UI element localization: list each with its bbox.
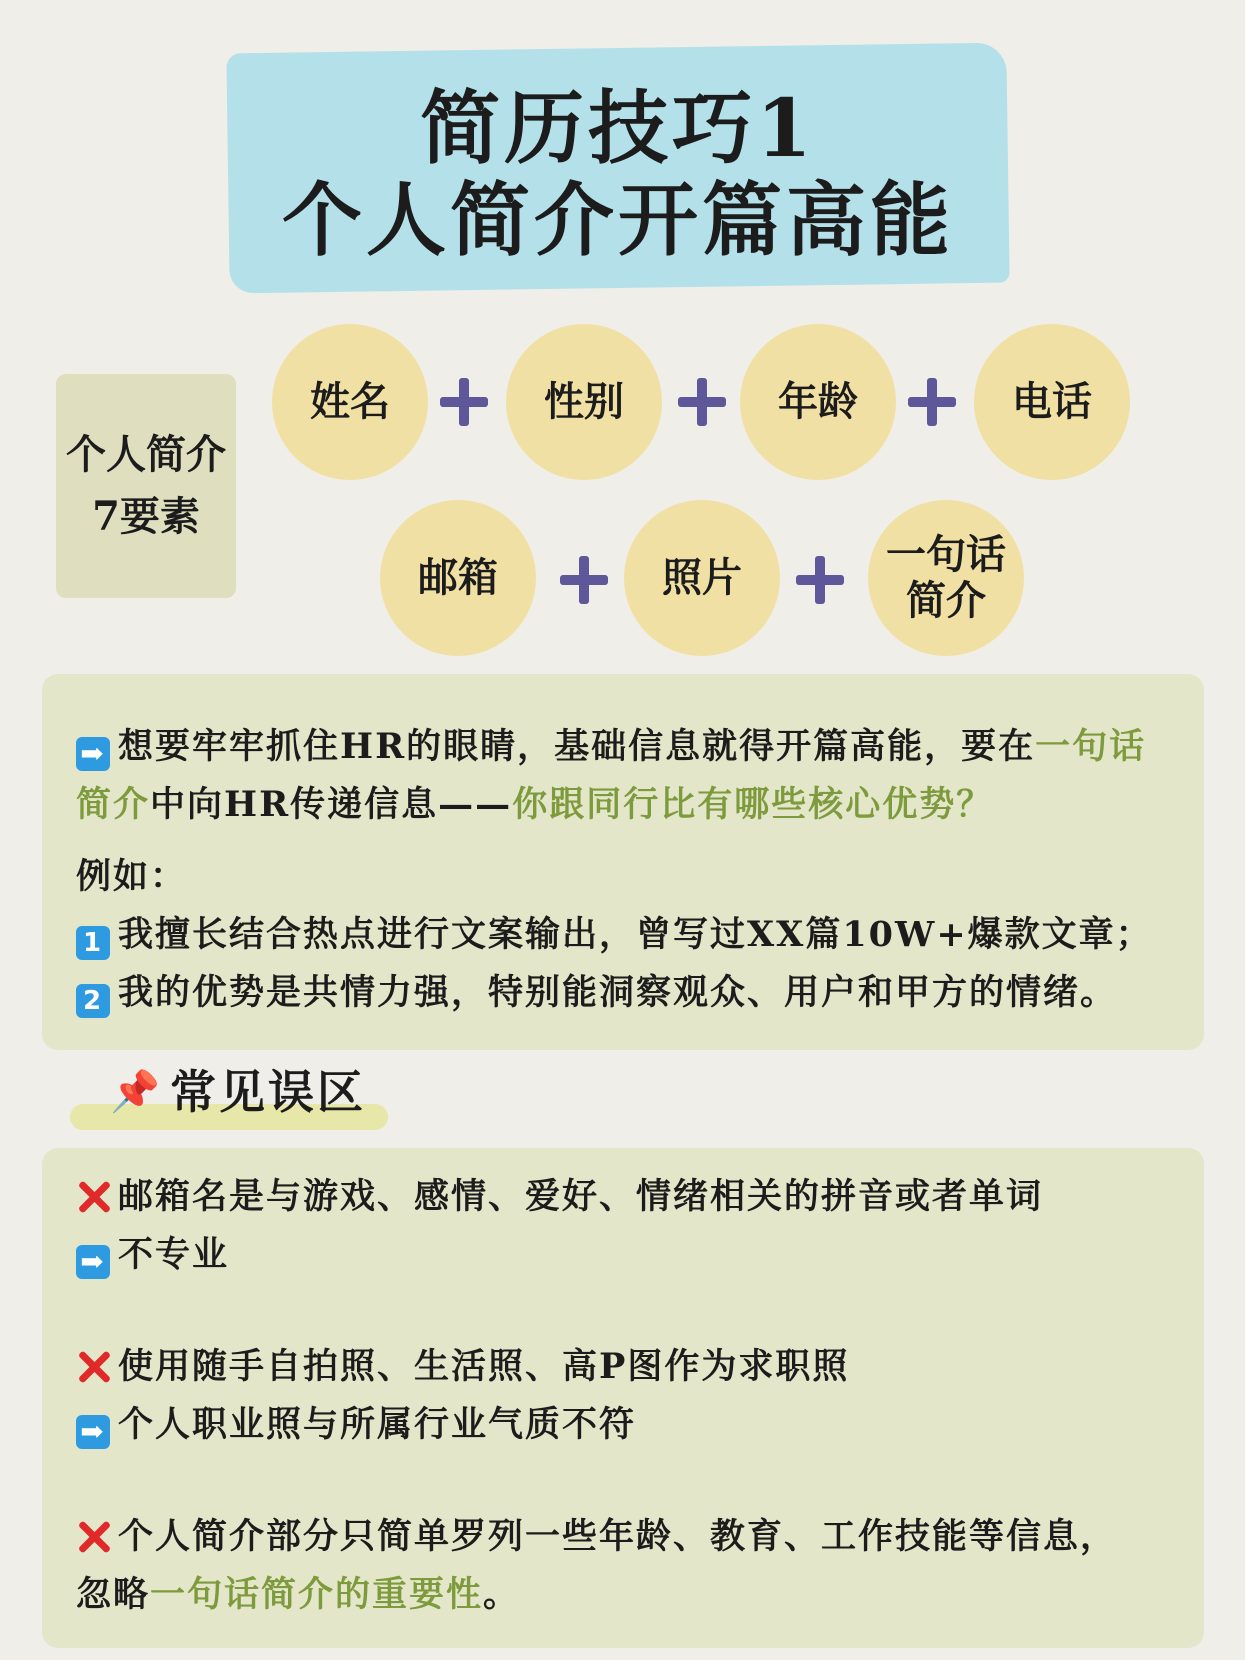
element-label: 照片 bbox=[662, 554, 742, 601]
number-one-icon: 1 bbox=[76, 926, 110, 960]
mistake-text: 。 bbox=[483, 1574, 521, 1615]
right-arrow-icon: ➡ bbox=[76, 737, 110, 771]
section-heading-text: 常见误区 bbox=[170, 1065, 366, 1119]
intro-text: 中向HR传递信息—— bbox=[150, 784, 513, 825]
mistake-3-cont bbox=[76, 1566, 1196, 1624]
example-1 bbox=[76, 906, 1196, 964]
mistake-3 bbox=[76, 1508, 1196, 1566]
plus-icon bbox=[796, 556, 844, 604]
element-label: 年龄 bbox=[778, 378, 858, 425]
example-text: 我的优势是共情力强，特别能洞察观众、用户和甲方的情绪。 bbox=[118, 972, 1118, 1013]
element-label: 性别 bbox=[544, 378, 624, 425]
intro-highlight: 一句话 bbox=[1035, 726, 1147, 767]
mistakes-list bbox=[76, 1168, 1196, 1624]
cross-mark-icon bbox=[76, 1179, 110, 1213]
number-two-icon: 2 bbox=[76, 984, 110, 1018]
element-circle-intro bbox=[868, 500, 1024, 656]
plus-icon bbox=[908, 378, 956, 426]
element-circle-gender bbox=[506, 324, 662, 480]
elements-label bbox=[56, 374, 236, 598]
element-label: 邮箱 bbox=[418, 554, 498, 601]
intro-line-1 bbox=[76, 718, 1196, 776]
mistake-text: 个人简介部分只简单罗列一些年龄、教育、工作技能等信息， bbox=[118, 1516, 1118, 1557]
intro-line-2 bbox=[76, 776, 1196, 834]
cross-mark-icon bbox=[76, 1349, 110, 1383]
intro-highlight-question: 你跟同行比有哪些核心优势？ bbox=[512, 784, 994, 825]
right-arrow-icon: ➡ bbox=[76, 1245, 110, 1279]
example-label: 例如： bbox=[76, 856, 188, 897]
mistake-2 bbox=[76, 1338, 1196, 1396]
mistake-1 bbox=[76, 1168, 1196, 1226]
plus-icon bbox=[560, 556, 608, 604]
element-label: 姓名 bbox=[310, 378, 390, 425]
element-circle-photo bbox=[624, 500, 780, 656]
element-circle-phone bbox=[974, 324, 1130, 480]
plus-icon bbox=[440, 378, 488, 426]
element-label-line-2: 简介 bbox=[906, 577, 986, 624]
cross-mark-icon bbox=[76, 1519, 110, 1553]
intro-text: 想要牢牢抓住HR的眼睛，基础信息就得开篇高能，要在 bbox=[118, 726, 1036, 767]
section-heading bbox=[70, 1060, 388, 1130]
elements-label-line-2: 7要素 bbox=[92, 493, 200, 540]
example-text: 我擅长结合热点进行文案输出，曾写过XX篇10W+爆款文章； bbox=[118, 914, 1153, 955]
page-title bbox=[228, 82, 1008, 266]
title-line-1: 简历技巧1 bbox=[420, 81, 816, 175]
mistake-text: 邮箱名是与游戏、感情、爱好、情绪相关的拼音或者单词 bbox=[118, 1176, 1044, 1217]
element-circle-email bbox=[380, 500, 536, 656]
example-2 bbox=[76, 964, 1196, 1022]
intro-paragraph bbox=[76, 718, 1196, 1022]
mistake-text: 使用随手自拍照、生活照、高P图作为求职照 bbox=[118, 1346, 850, 1387]
element-label-line-1: 一句话 bbox=[886, 531, 1006, 578]
mistake-highlight: 一句话简介的重要性 bbox=[150, 1574, 484, 1615]
mistake-text: 忽略 bbox=[76, 1574, 151, 1615]
pushpin-icon: 📌 bbox=[110, 1069, 160, 1115]
element-circle-age bbox=[740, 324, 896, 480]
title-line-2: 个人简介开篇高能 bbox=[282, 173, 954, 267]
plus-icon bbox=[678, 378, 726, 426]
mistake-2-result bbox=[76, 1396, 1196, 1454]
intro-highlight: 简介 bbox=[76, 784, 151, 825]
element-label-multiline bbox=[886, 532, 1006, 624]
right-arrow-icon: ➡ bbox=[76, 1415, 110, 1449]
element-circle-name bbox=[272, 324, 428, 480]
element-label: 电话 bbox=[1012, 378, 1092, 425]
result-text: 不专业 bbox=[118, 1234, 230, 1275]
result-text: 个人职业照与所属行业气质不符 bbox=[118, 1404, 637, 1445]
mistake-1-result bbox=[76, 1226, 1196, 1284]
elements-label-line-1: 个人简介 bbox=[66, 431, 226, 478]
